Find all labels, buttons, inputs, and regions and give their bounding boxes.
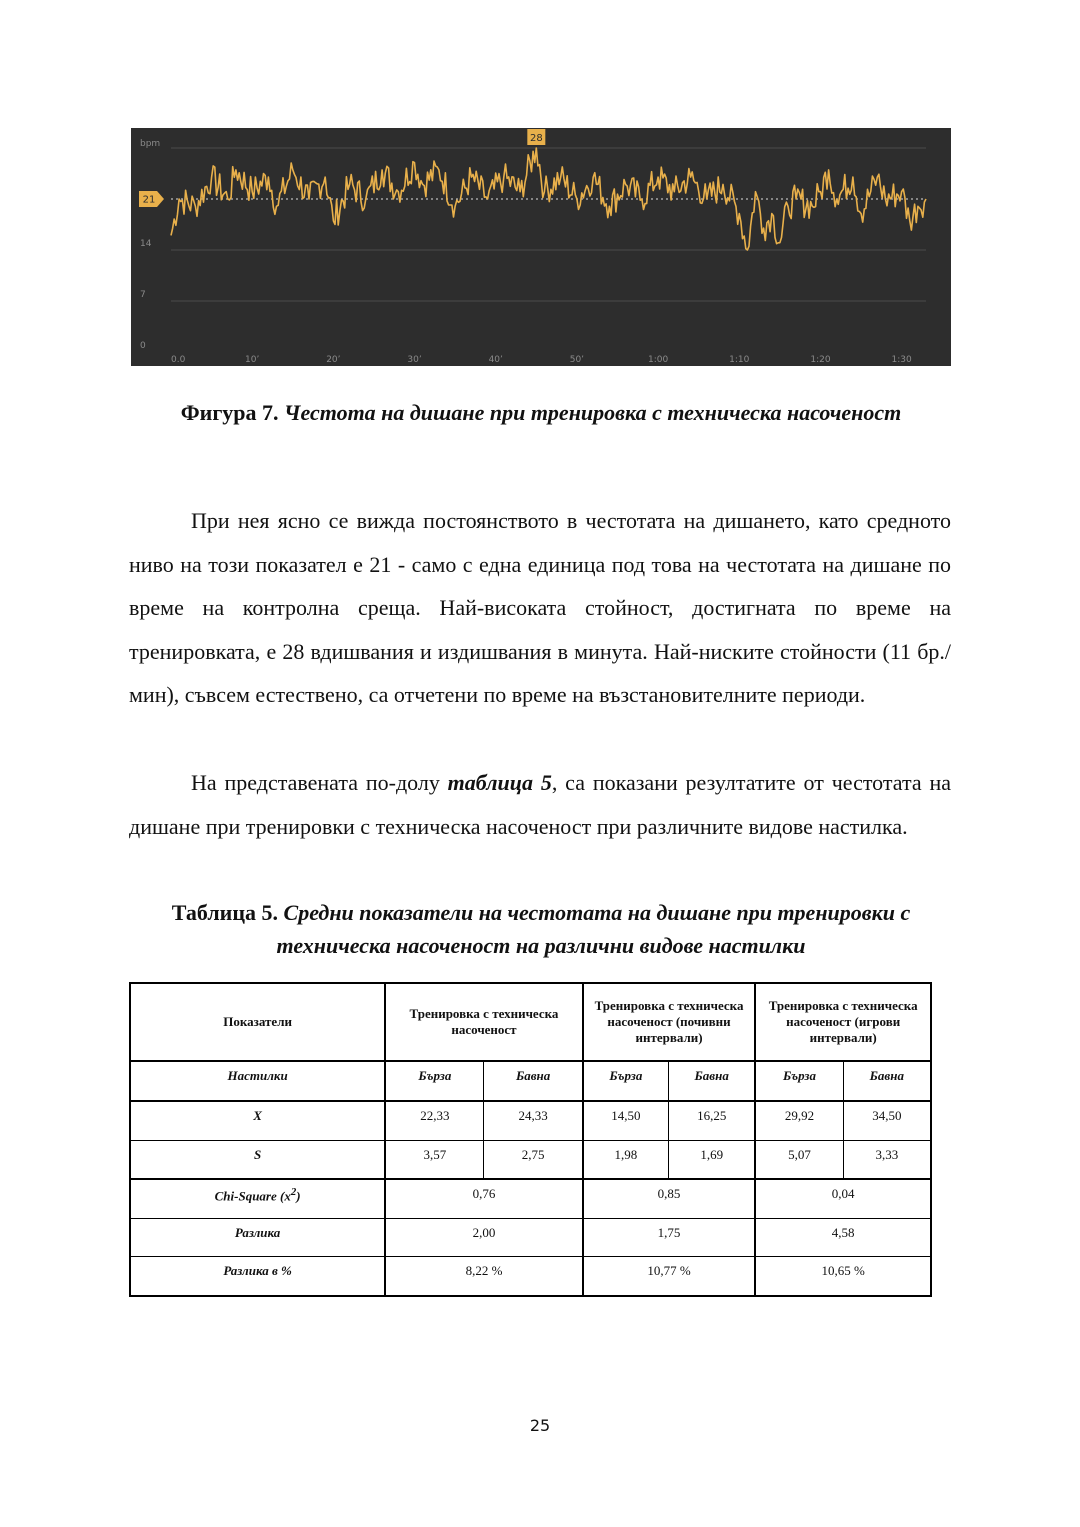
table-caption-title: Средни показатели на честотата на дишане при тренировки с техническа насоченост на различни видове настилки: [276, 900, 911, 958]
y-tick-label: 14: [140, 239, 152, 249]
surface-slow: Бавна: [669, 1061, 756, 1101]
table-reference: таблица 5: [447, 770, 552, 795]
table-cell: 10,77 %: [583, 1256, 756, 1296]
chi-label-end: ): [296, 1188, 301, 1204]
surface-slow: Бавна: [843, 1061, 931, 1101]
row-label-chi-square: [130, 1179, 385, 1218]
table-cell: 34,50: [843, 1101, 931, 1140]
table-cell: 14,50: [583, 1101, 669, 1140]
x-tick-label: 20’: [326, 355, 341, 365]
chi-label-sup: 2: [290, 1186, 297, 1198]
table-cell: 24,33: [484, 1101, 583, 1140]
y-tick-label: 0: [140, 341, 146, 351]
figure-caption-title: Честота на дишане при тренировка с техническа насоченост: [284, 400, 902, 425]
table-row: [130, 1218, 931, 1256]
surface-slow: Бавна: [484, 1061, 583, 1101]
table-cell: 8,22 %: [385, 1256, 583, 1296]
group-header-3: Тренировка с техническа насоченост (игрови интервали): [755, 983, 931, 1061]
surface-label: Настилки: [130, 1061, 385, 1101]
x-tick-label: 1:10: [729, 355, 750, 365]
table-cell: 0,04: [755, 1179, 931, 1218]
x-tick-label: 50’: [569, 355, 585, 365]
table-cell: 1,98: [583, 1140, 669, 1179]
page-number: 25: [529, 1416, 551, 1435]
row-label-difference-pct: Разлика в %: [130, 1256, 385, 1296]
figure-caption: [131, 391, 951, 435]
table-cell: 4,58: [755, 1218, 931, 1256]
table-cell: 1,75: [583, 1218, 756, 1256]
x-tick-label: 0.0: [171, 355, 186, 365]
table-cell: 2,75: [484, 1140, 583, 1179]
table-caption-prefix: Таблица 5.: [171, 900, 279, 925]
table-caption: [131, 896, 951, 962]
group-header-2: Тренировка с техническа насоченост (почивни интервали): [583, 983, 756, 1061]
table-cell: 29,92: [755, 1101, 843, 1140]
table-cell: 3,33: [843, 1140, 931, 1179]
table-cell: 0,76: [385, 1179, 583, 1218]
table-cell: 10,65 %: [755, 1256, 931, 1296]
x-tick-label: 30’: [407, 355, 422, 365]
table-row: [130, 1256, 931, 1296]
figure-caption-prefix: Фигура 7.: [180, 400, 279, 425]
chi-label: Chi-Square (x: [214, 1188, 291, 1204]
average-badge-label: 21: [142, 194, 156, 206]
table-row: [130, 1101, 931, 1140]
table-cell: 0,85: [583, 1179, 756, 1218]
row-label-s: S: [130, 1140, 385, 1179]
y-tick-label: 7: [140, 290, 146, 300]
row-label-difference: Разлика: [130, 1218, 385, 1256]
table-cell: 16,25: [669, 1101, 756, 1140]
corner-header: Показатели: [130, 983, 385, 1061]
x-tick-label: 1:00: [647, 355, 669, 365]
table-cell: 1,69: [669, 1140, 756, 1179]
results-table: [129, 982, 932, 1297]
x-tick-label: 1:30: [891, 355, 912, 365]
paragraph-2: [129, 761, 951, 848]
surface-fast: Бърза: [583, 1061, 669, 1101]
x-tick-label: 40’: [488, 355, 503, 365]
table-cell: 2,00: [385, 1218, 583, 1256]
table-row: [130, 1140, 931, 1179]
paragraph-2-before: На представената по-долу: [191, 770, 448, 795]
max-badge-label: 28: [529, 133, 543, 144]
group-header-1: Тренировка с техническа насоченост: [385, 983, 583, 1061]
table-cell: 22,33: [385, 1101, 484, 1140]
paragraph-1: При нея ясно се вижда постоянството в честотата на дишането, като средното ниво на този показател е 21 - само с една единица под това на честотата на дишане по време на контролна среща. Най-високата стойност, достигната по време на тренировката, е 28 вдишвания и издишвания в минута. Най-ниските стойности (11 бр./мин), съвсем естествено, са отчетени по време на възстановителните периоди.: [129, 508, 951, 707]
x-tick-label: 10’: [245, 355, 260, 365]
table-header-row: [130, 983, 931, 1061]
surface-fast: Бърза: [755, 1061, 843, 1101]
table-cell: 5,07: [755, 1140, 843, 1179]
surface-row: [130, 1061, 931, 1101]
surface-fast: Бърза: [385, 1061, 484, 1101]
y-axis-label: bpm: [140, 139, 161, 149]
x-tick-label: 1:20: [810, 355, 831, 365]
row-label-x: X: [130, 1101, 385, 1140]
paragraph-2-after: , са показани резултатите от честотата на дишане при тренировки с техническа насоченост при различните видове настилка.: [129, 770, 951, 839]
breathing-rate-chart: [131, 128, 951, 366]
table-cell: 3,57: [385, 1140, 484, 1179]
table-row: [130, 1179, 931, 1218]
